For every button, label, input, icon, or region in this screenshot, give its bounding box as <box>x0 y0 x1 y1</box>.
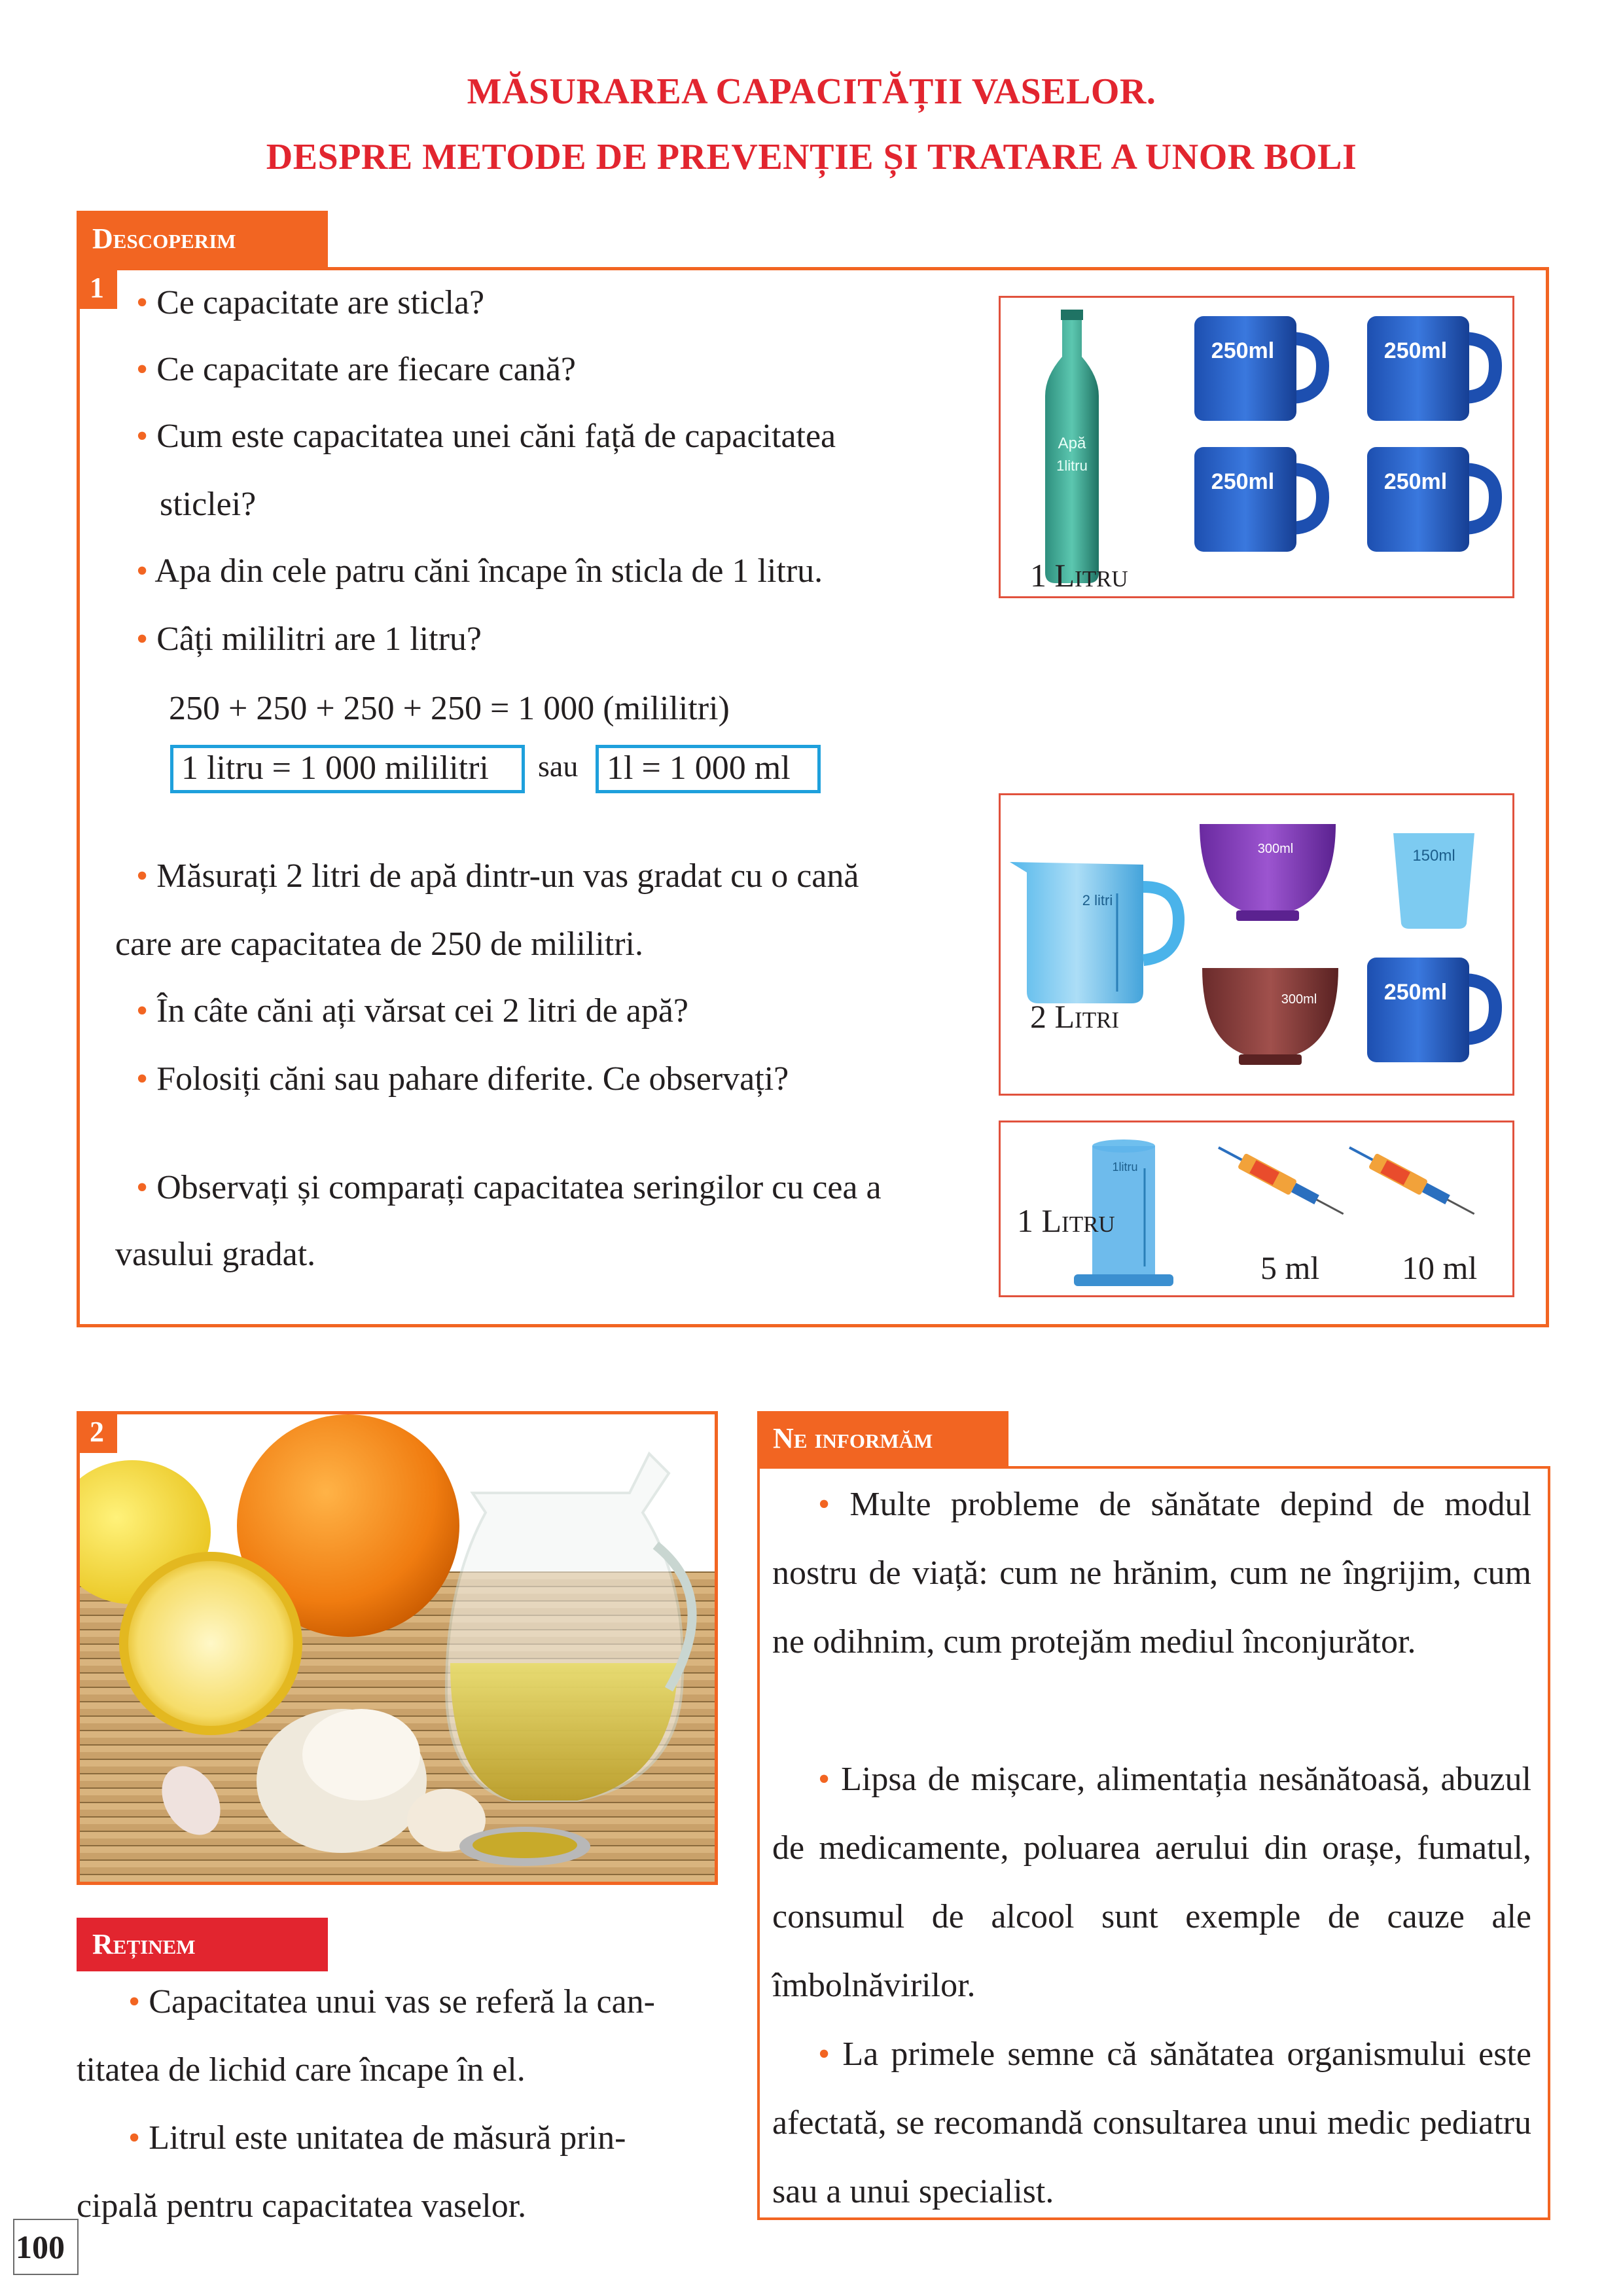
instruction-syringes-cont: vasului gradat. <box>115 1236 316 1273</box>
bowl-brown-icon <box>1202 968 1338 1065</box>
ne-informam-tab: Ne informăm <box>757 1411 1008 1466</box>
syringe-10ml-caption: 10 ml <box>1402 1249 1478 1286</box>
retain-point-2: • Litrul este unitatea de măsură prin- <box>128 2119 626 2157</box>
conversion-box-1: 1 litru = 1 000 mililitri <box>170 745 525 793</box>
section-number-1: 1 <box>77 267 117 309</box>
figure-3-caption: 1 Litru <box>1017 1202 1115 1239</box>
instruction-syringes: • Observați și comparați capacitatea seringilor cu cea a <box>136 1169 882 1206</box>
svg-text:2 litri: 2 litri <box>1082 892 1113 908</box>
svg-text:Apă: Apă <box>1058 435 1086 452</box>
equation: 250 + 250 + 250 + 250 = 1 000 (mililitri) <box>169 690 730 727</box>
svg-text:250ml: 250ml <box>1383 338 1448 363</box>
mug-icon <box>1367 958 1495 1062</box>
inform-paragraph-1: • Multe probleme de sănătate depind de modul nostru de viață: cum ne hrănim, cum ne îngrijim, cum ne odihnim, cum protejăm mediul înconjurător. <box>772 1486 1531 1660</box>
retain-point-1: • Capacitatea unui vas se referă la can- <box>128 1983 655 2020</box>
instruction-observe: • Folosiți căni sau pahare diferite. Ce observați? <box>136 1060 789 1098</box>
mug-icon <box>1194 316 1323 421</box>
remedies-photo-illustration <box>80 1414 715 1882</box>
syringe-5ml-icon <box>1214 1141 1347 1222</box>
statement-4: • Apa din cele patru căni încape în sticla de 1 litru. <box>136 552 823 590</box>
svg-text:250ml: 250ml <box>1211 338 1275 363</box>
inform-paragraph-2: • Lipsa de mișcare, alimentația nesănătoasă, abuzul de medicamente, poluarea aerului din orașe, fumatul, consumul de alcool sunt exemple de cauze ale îmbolnăvirilor. <box>772 1761 1531 2004</box>
svg-text:150ml: 150ml <box>1412 847 1455 865</box>
bowl-purple-icon <box>1200 824 1336 921</box>
page-number: 100 <box>16 2229 65 2265</box>
retain-point-2-cont: cipală pentru capacitatea vaselor. <box>77 2187 527 2225</box>
question-2: • Ce capacitate are fiecare cană? <box>136 351 577 388</box>
instruction-measure: • Măsurați 2 litri de apă dintr-un vas gradat cu o cană <box>136 857 859 895</box>
measuring-jug-icon <box>1010 862 1179 1003</box>
svg-text:250ml: 250ml <box>1383 980 1448 1005</box>
or-word: sau <box>538 749 579 783</box>
syringe-5ml-caption: 5 ml <box>1260 1249 1320 1286</box>
mug-icon <box>1367 447 1495 552</box>
svg-text:300ml: 300ml <box>1257 842 1294 856</box>
svg-text:1litru: 1litru <box>1112 1160 1138 1174</box>
descoperim-tab: Descoperim <box>77 211 328 267</box>
photo-remedies <box>77 1411 718 1885</box>
svg-text:250ml: 250ml <box>1211 469 1275 494</box>
mug-icon <box>1194 447 1323 552</box>
bottle-mugs-illustration <box>1001 298 1512 596</box>
question-cups: • În câte căni ați vărsat cei 2 litri de apă? <box>136 992 688 1030</box>
syringe-10ml-icon <box>1345 1141 1478 1222</box>
svg-text:250ml: 250ml <box>1383 469 1448 494</box>
page-title-line-2: DESPRE METODE DE PREVENȚIE ȘI TRATARE A UNOR BOLI <box>266 137 1357 177</box>
question-3: • Cum este capacitatea unei căni față de capacitatea <box>136 418 836 455</box>
question-1: • Ce capacitate are sticla? <box>136 284 485 321</box>
svg-text:1litru: 1litru <box>1056 457 1088 474</box>
mug-icon <box>1367 316 1495 421</box>
page-title-line-1: MĂSURAREA CAPACITĂȚII VASELOR. <box>467 71 1156 112</box>
question-3-cont: sticlei? <box>160 486 257 523</box>
question-5: • Câți mililitri are 1 litru? <box>136 620 482 658</box>
figure-vessels <box>999 793 1514 1096</box>
figure-2-caption: 2 Litri <box>1030 998 1120 1035</box>
svg-text:300ml: 300ml <box>1281 992 1317 1007</box>
small-cup-icon <box>1393 833 1474 929</box>
retain-point-1-cont: titatea de lichid care încape în el. <box>77 2051 526 2089</box>
retinem-tab: Reținem <box>77 1918 328 1971</box>
inform-paragraph-3: • La primele semne că sănătatea organismului este afectată, se recomandă consultarea unui medic pediatru sau a unui specialist. <box>772 2036 1531 2210</box>
section-number-2: 2 <box>77 1411 117 1453</box>
vessels-illustration <box>1001 795 1512 1094</box>
instruction-measure-cont: care are capacitatea de 250 de mililitri. <box>115 925 643 963</box>
bottle-icon <box>1045 310 1099 583</box>
conversion-box-2: 1l = 1 000 ml <box>596 745 821 793</box>
figure-bottle-mugs <box>999 296 1514 598</box>
figure-1-caption: 1 Litru <box>1030 557 1128 594</box>
